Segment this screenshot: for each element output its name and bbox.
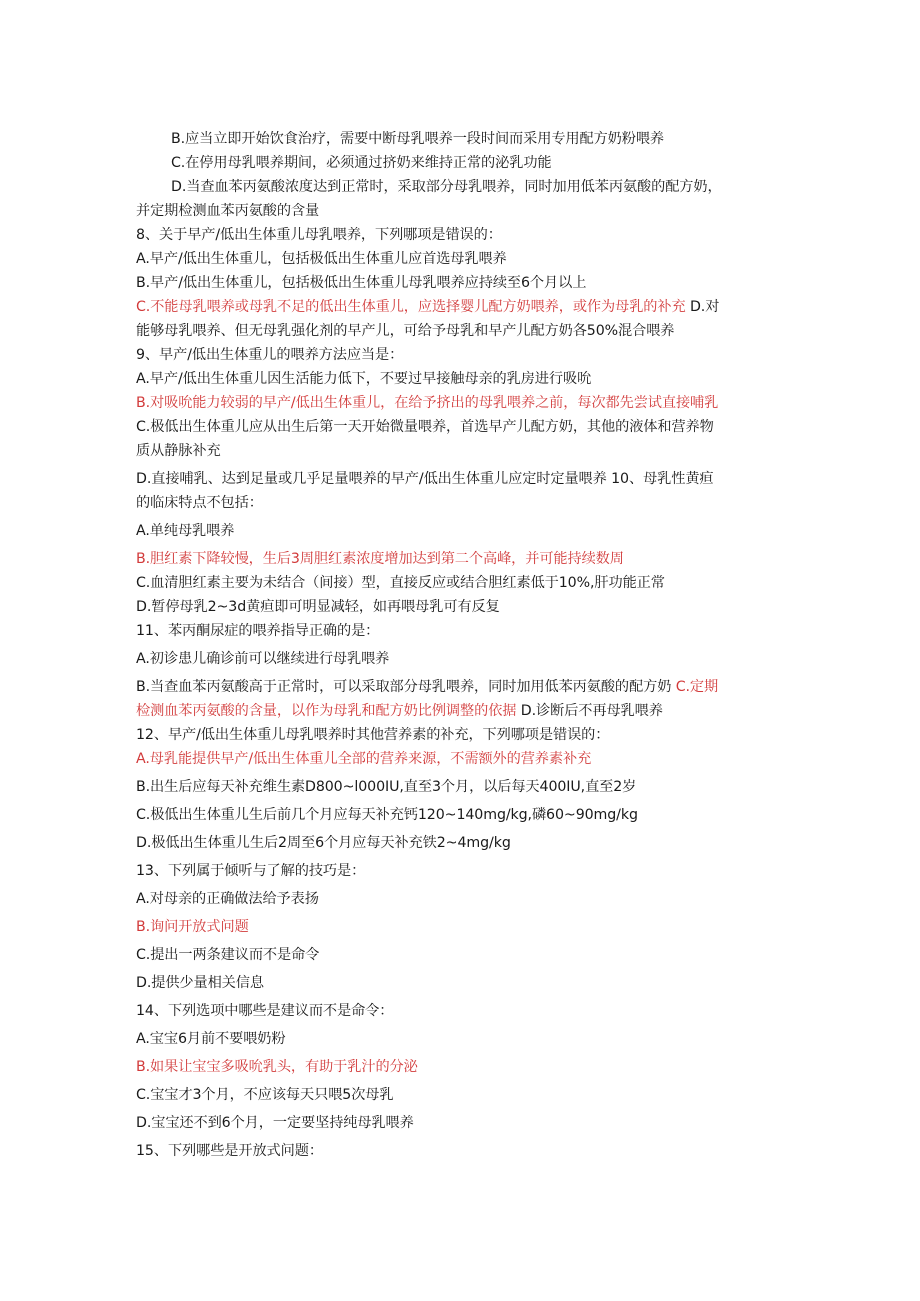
question-15: 15、下列哪些是开放式问题： [136,1143,323,1159]
answer-line: A.母乳能提供早产/低出生体重儿全部的营养来源，不需额外的营养素补充 [136,751,592,767]
option-line-mixed [136,699,780,723]
option-line-mixed [136,295,780,319]
option-line: A.初诊患儿确诊前可以继续进行母乳喂养 [136,651,390,667]
question-8: 8、关于早产/低出生体重儿母乳喂养，下列哪项是错误的： [136,227,502,243]
option-line: D.当查血苯丙氨酸浓度达到正常时，采取部分母乳喂养，同时加用低苯丙氨酸的配方奶， [171,179,722,195]
option-line: B.应当立即开始饮食治疗，需要中断母乳喂养一段时间而采用专用配方奶粉喂养 [171,131,665,147]
option-line: A.宝宝6月前不要喂奶粉 [136,1031,286,1047]
option-line: B.早产/低出生体重儿，包括极低出生体重儿母乳喂养应持续至6个月以上 [136,275,587,291]
option-line: D.暂停母乳2~3d黄疸即可明显减轻，如再喂母乳可有反复 [136,599,500,615]
option-line: D.提供少量相关信息 [136,975,264,991]
option-line: C.宝宝才3个月，不应该每天只喂5次母乳 [136,1087,394,1103]
question-13: 13、下列属于倾听与了解的技巧是： [136,863,366,879]
question-14: 14、下列选项中哪些是建议而不是命令： [136,1003,394,1019]
option-text: B.当查血苯丙氨酸高于正常时，可以采取部分母乳喂养，同时加用低苯丙氨酸的配方奶 [136,679,676,695]
option-line: A.单纯母乳喂养 [136,523,235,539]
option-line: A.对母亲的正确做法给予表扬 [136,891,319,907]
option-line: D.直接哺乳、达到足量或几乎足量喂养的早产/低出生体重儿应定时定量喂养 10、母乳性黄疸 [136,471,714,487]
option-line: C.极低出生体重儿生后前几个月应每天补充钙120~140mg∕kg,磷60~90mg∕kg [136,807,638,823]
option-line: C.极低出生体重儿应从出生后第一天开始微量喂养，首选早产儿配方奶，其他的液体和营养物 [136,419,714,435]
option-line-continued: 并定期检测血苯丙氨酸的含量 [136,203,320,219]
option-line-mixed [136,675,780,699]
option-line: D.极低出生体重儿生后2周至6个月应每天补充铁2~4mg∕kg [136,835,511,851]
answer-text: C.不能母乳喂养或母乳不足的低出生体重儿，应选择婴儿配方奶喂养，或作为母乳的补充 [136,299,686,315]
option-line-continued: 质从静脉补充 [136,443,221,459]
answer-line: B.询问开放式问题 [136,919,249,935]
document-content [136,127,780,1163]
option-text: D.诊断后不再母乳喂养 [516,703,663,719]
answer-line: B.如果让宝宝多吸吮乳头，有助于乳汁的分泌 [136,1059,418,1075]
answer-text: 检测血苯丙氨酸的含量，以作为母乳和配方奶比例调整的依据 [136,703,517,719]
question-11: 11、苯丙酮尿症的喂养指导正确的是： [136,623,380,639]
answer-text: C.定期 [675,679,719,695]
option-line-continued: 能够母乳喂养、但无母乳强化剂的早产儿，可给予母乳和早产儿配方奶各50%混合喂养 [136,323,675,339]
option-text: D.对 [685,299,720,315]
option-line: C.提出一两条建议而不是命令 [136,947,320,963]
option-line: D.宝宝还不到6个月，一定要坚持纯母乳喂养 [136,1115,414,1131]
question-9: 9、早产/低出生体重儿的喂养方法应当是： [136,347,404,363]
option-line: C.血清胆红素主要为未结合（间接）型，直接反应或结合胆红素低于10%,肝功能正常 [136,575,665,591]
question-12: 12、早产/低出生体重儿母乳喂养时其他营养素的补充，下列哪项是错误的： [136,727,610,743]
answer-line: B.对吸吮能力较弱的早产/低出生体重儿，在给予挤出的母乳喂养之前，每次都先尝试直接哺乳 [136,395,719,411]
option-line: A.早产/低出生体重儿因生活能力低下，不要过早接触母亲的乳房进行吸吮 [136,371,592,387]
answer-line: B.胆红素下降较慢，生后3周胆红素浓度增加达到第二个高峰，并可能持续数周 [136,551,624,567]
option-line: B.出生后应每天补充维生素D800~l000IU,直至3个月，以后每天400IU,直至2岁 [136,779,637,795]
option-line: C.在停用母乳喂养期间，必须通过挤奶来维持正常的泌乳功能 [171,155,552,171]
option-line: A.早产/低出生体重儿，包括极低出生体重儿应首选母乳喂养 [136,251,507,267]
question-10-continued: 的临床特点不包括： [136,495,263,511]
